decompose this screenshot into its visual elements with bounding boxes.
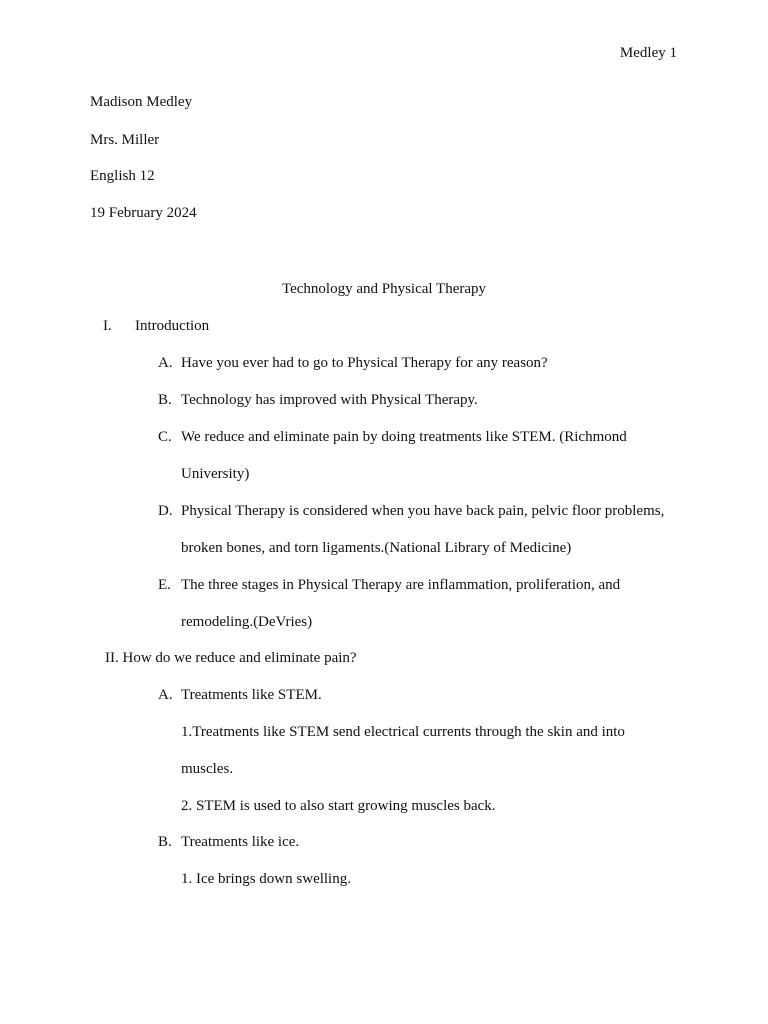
running-head: Medley 1 <box>619 45 677 61</box>
sub-item-text: 1. Ice brings down swelling. <box>181 871 351 887</box>
sub-item-text: 1.Treatments like STEM send electrical currents through the skin and into <box>181 724 625 740</box>
item-text: Treatments like STEM. <box>181 687 322 703</box>
section-numeral: I. <box>103 318 112 334</box>
section-heading: II. How do we reduce and eliminate pain? <box>105 650 357 666</box>
course-name: English 12 <box>90 168 155 184</box>
sub-item-text-continued: muscles. <box>181 761 234 777</box>
item-text: Physical Therapy is considered when you have back pain, pelvic floor problems, <box>181 503 665 519</box>
sub-item-text: 2. STEM is used to also start growing muscles back. <box>181 798 496 814</box>
item-text-continued: remodeling.(DeVries) <box>181 614 313 630</box>
section-title: Introduction <box>135 318 210 334</box>
document-title: Technology and Physical Therapy <box>281 281 487 297</box>
teacher-name: Mrs. Miller <box>90 132 160 148</box>
item-marker: B. <box>158 834 172 850</box>
item-text: We reduce and eliminate pain by doing treatments like STEM. (Richmond <box>181 429 627 445</box>
student-name: Madison Medley <box>90 94 193 110</box>
item-text: Have you ever had to go to Physical Therapy for any reason? <box>181 355 548 371</box>
item-marker: D. <box>158 503 173 519</box>
item-marker: A. <box>158 355 173 371</box>
item-marker: E. <box>158 577 171 593</box>
item-text-continued: University) <box>181 466 250 482</box>
date: 19 February 2024 <box>90 205 197 221</box>
item-marker: A. <box>158 687 173 703</box>
item-text: Treatments like ice. <box>181 834 300 850</box>
item-text-continued: broken bones, and torn ligaments.(National Library of Medicine) <box>181 540 572 556</box>
item-text: The three stages in Physical Therapy are inflammation, proliferation, and <box>181 577 621 593</box>
item-marker: C. <box>158 429 172 445</box>
item-marker: B. <box>158 392 172 408</box>
item-text: Technology has improved with Physical Therapy. <box>181 392 478 408</box>
